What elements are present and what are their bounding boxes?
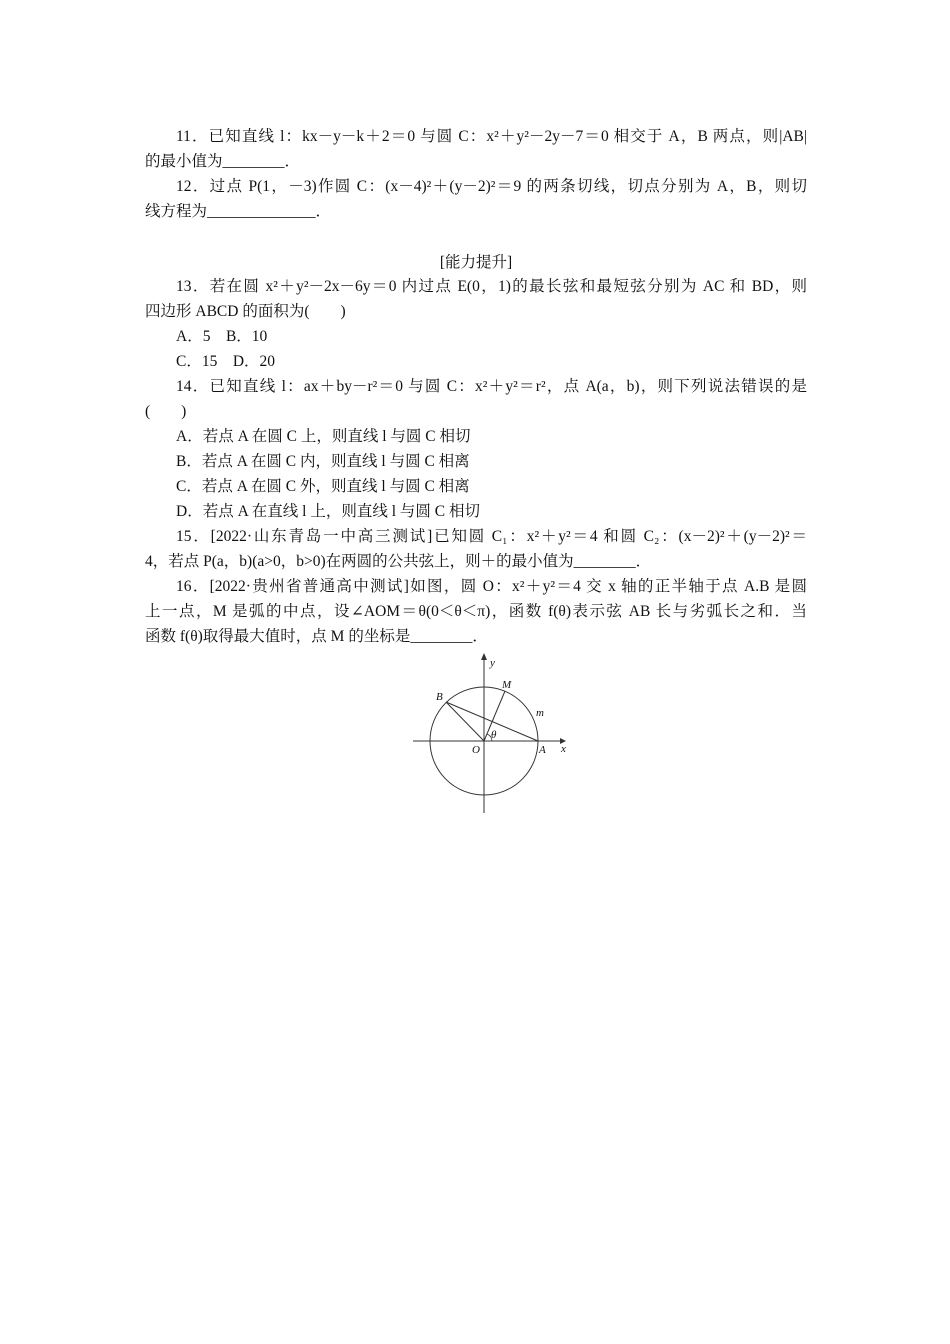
label-x: x: [561, 743, 566, 755]
circle-figure: [408, 650, 578, 815]
q14-option-b: B．若点 A 在圆 C 内，则直线 l 与圆 C 相离: [176, 453, 470, 470]
q14-option-d: D．若点 A 在直线 l 上，则直线 l 与圆 C 相切: [176, 503, 480, 520]
q13-options-row2: C．15 D．20: [176, 353, 276, 370]
q16-line1: 16．[2022·贵州省普通高中测试]如图，圆 O：x²＋y²＝4 交 x 轴的正半轴于点 A.B 是圆: [176, 578, 807, 595]
label-b: B: [436, 691, 443, 703]
label-o: O: [472, 744, 480, 756]
q13-line1: 13．若在圆 x²＋y²－2x－6y＝0 内过点 E(0，1)的最长弦和最短弦分别为 AC 和 BD，则: [176, 278, 807, 295]
label-y: y: [490, 657, 495, 669]
q12-line2: 线方程为______________．: [145, 203, 332, 220]
radius-ob: [446, 702, 484, 741]
y-axis-arrow: [481, 653, 487, 660]
label-a: A: [539, 744, 546, 756]
q15-line2: 4，若点 P(a，b)(a>0，b>0)在两圆的公共弦上，则＋的最小值为________．: [145, 553, 652, 570]
q13-line2: 四边形 ABCD 的面积为( ): [145, 303, 346, 320]
q15-line1: 15．[2022·山东青岛一中高三测试]已知圆 C₁：x²＋y²＝4 和圆 C₂：(x－2)²＋(y－2)²＝: [176, 528, 807, 545]
circle-diagram: [408, 650, 578, 815]
label-theta: θ: [491, 729, 497, 741]
q14-option-c: C．若点 A 在圆 C 外，则直线 l 与圆 C 相离: [176, 478, 470, 495]
q14-option-a: A．若点 A 在圆 C 上，则直线 l 与圆 C 相切: [176, 428, 471, 445]
label-m-arc: m: [536, 707, 544, 719]
q11-line1: 11．已知直线 l：kx－y－k＋2＝0 与圆 C：x²＋y²－2y－7＝0 相交于 A，B 两点，则|AB|: [176, 128, 807, 145]
label-m: M: [502, 679, 512, 691]
q11-line2: 的最小值为________．: [145, 153, 301, 170]
section-title: [能力提升]: [439, 254, 513, 271]
q12-line1: 12．过点 P(1，－3)作圆 C：(x－4)²＋(y－2)²＝9 的两条切线，切点分别为 A，B，则切: [176, 178, 807, 195]
q13-options-row1: A．5 B．10: [176, 328, 268, 345]
q16-line2: 上一点，M 是弧的中点，设∠AOM＝θ(0＜θ＜π)，函数 f(θ)表示弦 AB 长与劣弧长之和．当: [145, 603, 807, 620]
q14-line2: ( ): [145, 403, 187, 420]
q14-line1: 14．已知直线 l：ax＋by－r²＝0 与圆 C：x²＋y²＝r²，点 A(a，b)，则下列说法错误的是: [176, 378, 807, 395]
q16-line3: 函数 f(θ)取得最大值时，点 M 的坐标是________．: [145, 628, 488, 645]
